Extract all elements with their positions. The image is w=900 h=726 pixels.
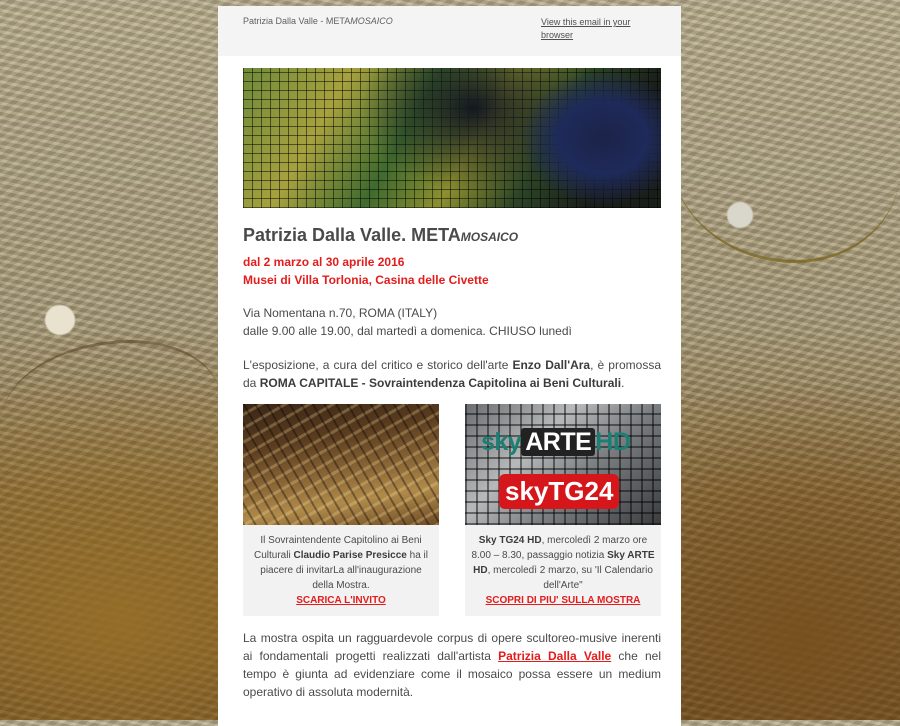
invitation-mosaic-image (243, 404, 439, 525)
download-invitation-link[interactable]: SCARICA L'INVITO (296, 595, 386, 606)
preheader-title (243, 16, 393, 26)
invitation-card (243, 404, 439, 616)
email-container (218, 6, 681, 726)
invitation-text (243, 525, 439, 608)
sky-arte-hd-logo (481, 428, 630, 457)
hd-logo-word: HD (595, 428, 631, 456)
invitation-text-part: Il Sovraintendente Capitolino ai Beni Culturali (254, 535, 422, 561)
superintendent-name: Claudio Parise Presicce (293, 550, 407, 561)
intro-text: L'esposizione, a cura del critico e storico dell'arte (243, 358, 513, 372)
exhibition-title (243, 225, 518, 246)
sky-logos-image (465, 404, 661, 525)
opening-hours: dalle 9.00 alle 19.00, dal martedì a domenica. CHIUSO lunedì (243, 324, 572, 338)
preheader-title-text: Patrizia Dalla Valle - META (243, 16, 351, 26)
broadcast-text-part: , mercoledì 2 marzo, su 'Il Calendario dell'Arte" (487, 565, 653, 591)
exhibition-title-main: Patrizia Dalla Valle. META (243, 225, 461, 245)
broadcast-text-part: , mercoledì 2 marzo ore 8.00 – 8.30, passaggio notizia (471, 535, 648, 561)
closing-paragraph (243, 629, 661, 701)
background-mosaic-gold-line (670, 60, 900, 263)
sky-tv-card (465, 404, 661, 616)
email-preheader (218, 6, 681, 56)
exhibition-dates: dal 2 marzo al 30 aprile 2016 (243, 255, 405, 269)
hero-mosaic-image (243, 68, 661, 208)
curator-name: Enzo Dall'Ara (512, 358, 591, 372)
sky-arte-label: Sky ARTE HD (473, 550, 655, 576)
exhibition-venue: Musei di Villa Torlonia, Casina delle Civette (243, 273, 489, 287)
sky-broadcast-text (465, 525, 661, 608)
closing-text: La mostra ospita un ragguardevole corpus di opere scultoreo-musive inerenti ai fondamentali progetti realizzati dall'artista (243, 631, 661, 663)
arte-logo-word: ARTE (521, 428, 595, 456)
intro-text: , è promossa da (243, 358, 661, 390)
intro-text: . (621, 376, 625, 390)
exhibition-title-italic: MOSAICO (460, 230, 519, 244)
view-in-browser-link[interactable]: View this email in your browser (541, 17, 631, 40)
address-line: Via Nomentana n.70, ROMA (ITALY) (243, 306, 438, 320)
artist-link[interactable]: Patrizia Dalla Valle (498, 649, 612, 663)
invitation-text-part: ha il piacere di invitarLa all'inaugurazione della Mostra. (260, 550, 428, 591)
preheader-title-italic: MOSAICO (350, 16, 393, 26)
discover-more-link[interactable]: SCOPRI DI PIU' SULLA MOSTRA (485, 595, 641, 606)
intro-paragraph (243, 356, 661, 392)
background-mosaic-curve (0, 340, 220, 483)
address-block (243, 304, 661, 340)
sky-logo-word: sky (481, 428, 522, 456)
sky-tg24-logo: skyTG24 (499, 474, 619, 509)
sky-tg24-label: Sky TG24 HD (478, 535, 542, 546)
promoter-name: ROMA CAPITALE - Sovraintendenza Capitolina ai Beni Culturali (259, 376, 622, 390)
closing-text: che nel tempo è giunta ad evidenziare come il mosaico possa essere un medium operativo di assoluta modernità. (243, 649, 661, 699)
